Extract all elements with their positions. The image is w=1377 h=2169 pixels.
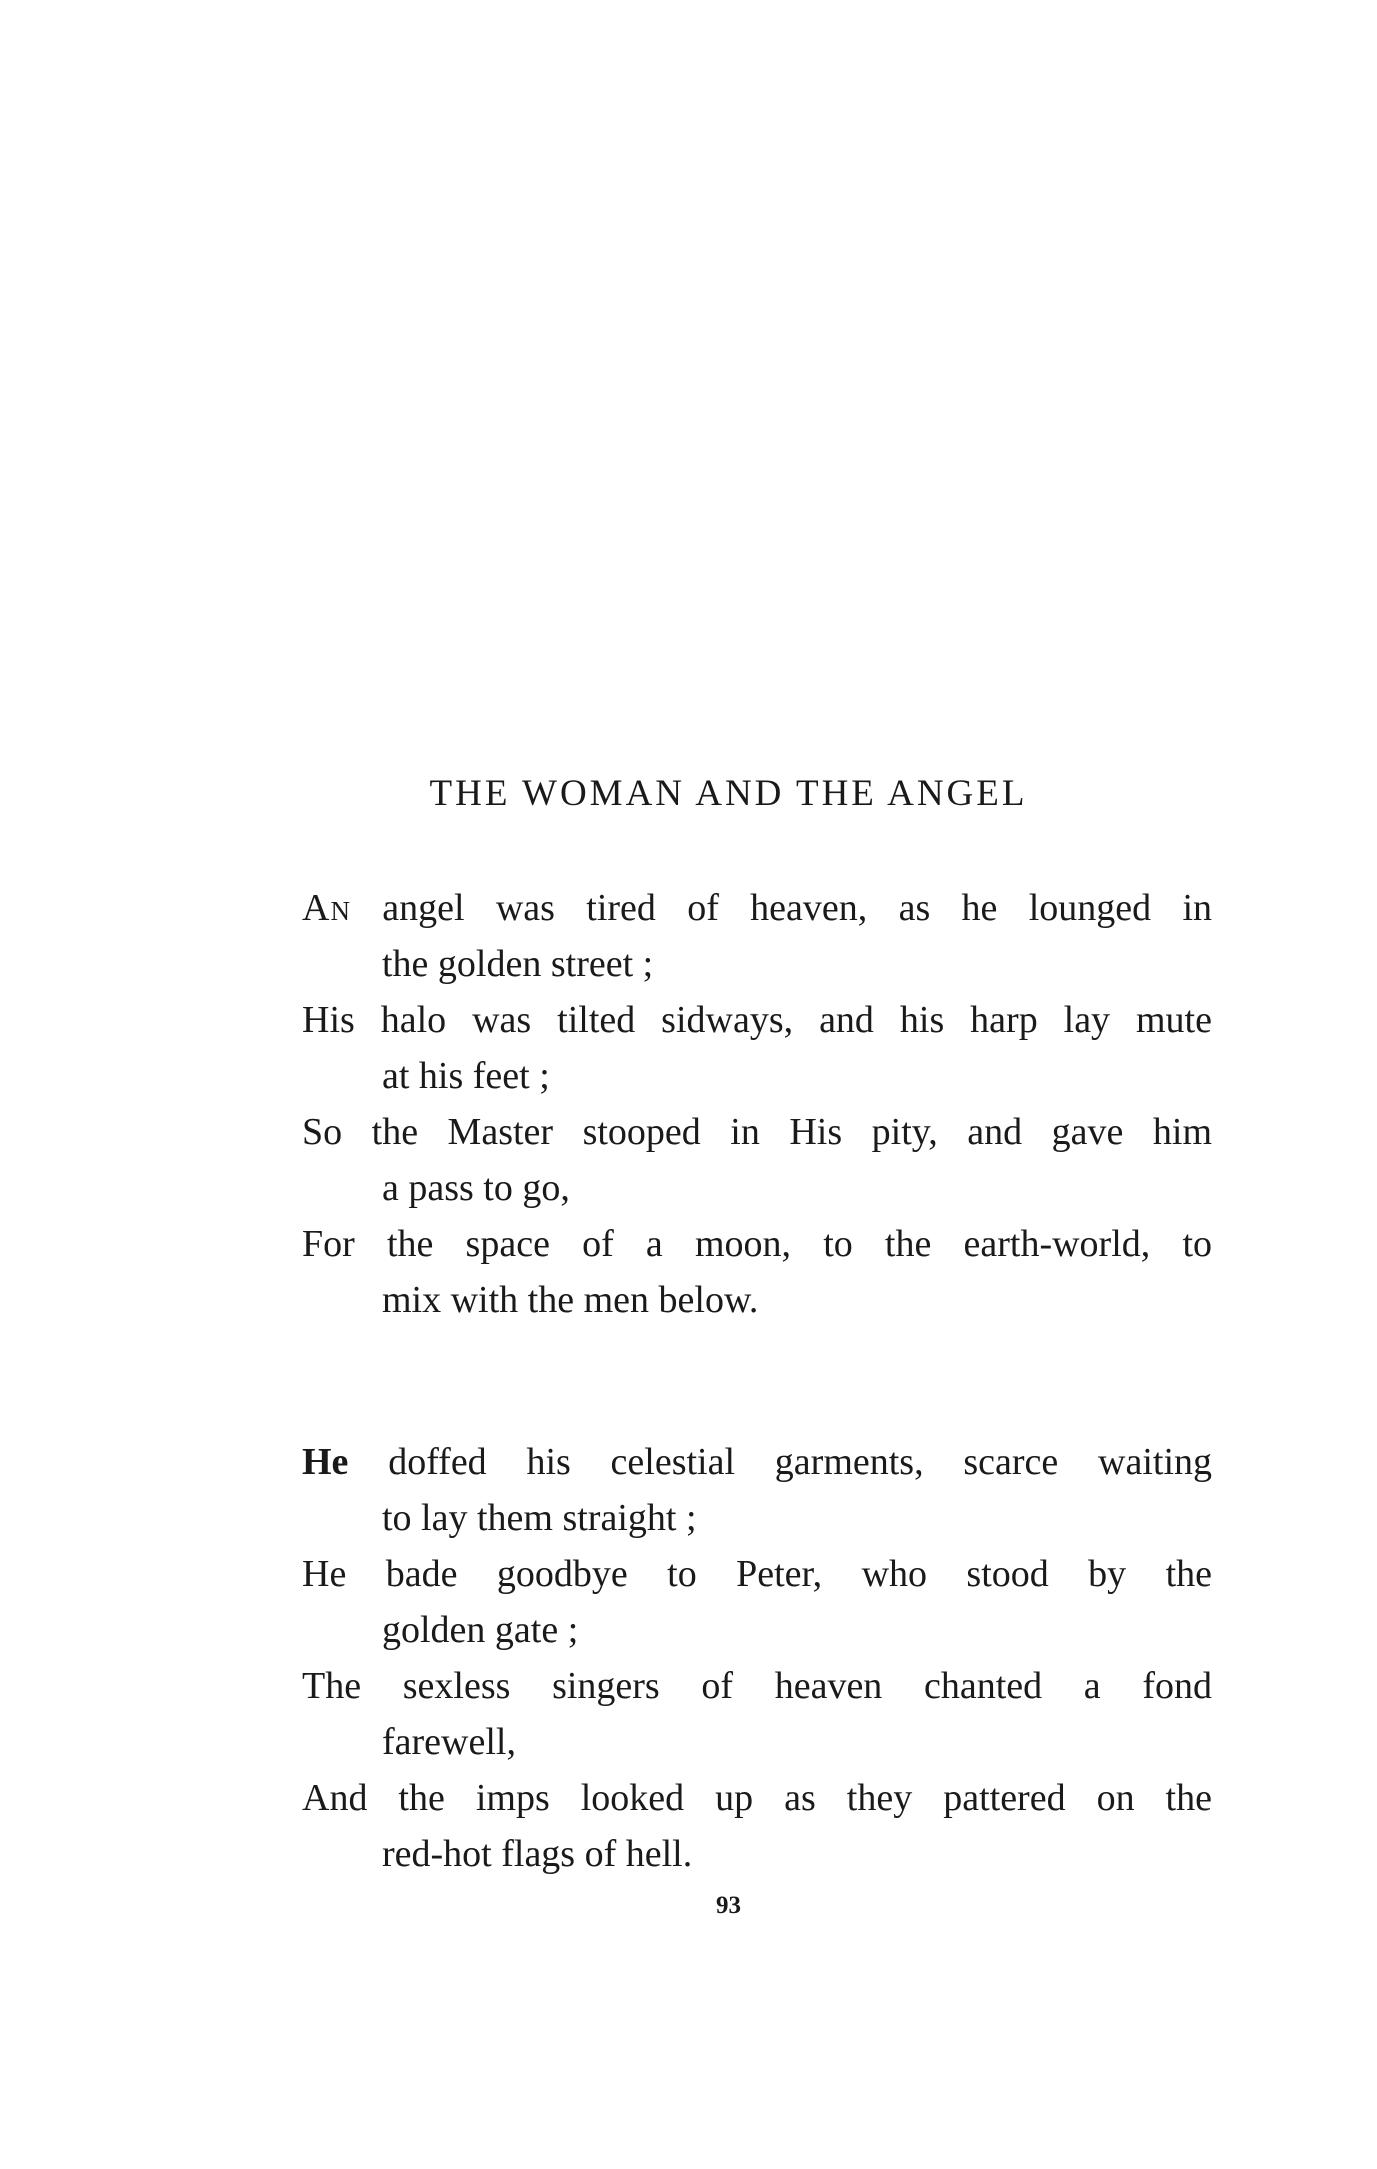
stanza-1 xyxy=(302,880,1212,1328)
verse-line-continuation: the golden street ; xyxy=(382,943,654,985)
verse-line-continuation: a pass to go, xyxy=(382,1167,570,1209)
verse-line-continuation: farewell, xyxy=(382,1721,516,1763)
verse-line xyxy=(302,880,1212,936)
verse-line: For the space of a moon, to the earth-world, to xyxy=(302,1223,1212,1265)
verse-line: The sexless singers of heaven chanted a fond xyxy=(302,1665,1212,1707)
verse-text: doffed his celestial garments, scarce waiting xyxy=(348,1441,1212,1483)
stanza-2 xyxy=(302,1434,1212,1882)
verse-line xyxy=(302,1434,1212,1490)
verse-line-continuation: golden gate ; xyxy=(382,1609,579,1651)
drop-word: He xyxy=(302,1441,349,1483)
page-number: 93 xyxy=(716,1892,741,1919)
verse-line-continuation: at his feet ; xyxy=(382,1055,550,1097)
verse-line-continuation: mix with the men below. xyxy=(382,1279,759,1321)
verse-line-continuation: to lay them straight ; xyxy=(382,1497,697,1539)
verse-line-continuation: red-hot flags of hell. xyxy=(382,1833,693,1875)
drop-word: An xyxy=(302,887,351,929)
poem-title: THE WOMAN AND THE ANGEL xyxy=(429,773,1028,814)
verse-line: His halo was tilted sidways, and his harp lay mute xyxy=(302,999,1212,1041)
verse-line: And the imps looked up as they pattered on the xyxy=(302,1777,1212,1819)
verse-text: angel was tired of heaven, as he lounged in xyxy=(350,887,1212,929)
verse-line: He bade goodbye to Peter, who stood by the xyxy=(302,1553,1212,1595)
verse-line: So the Master stooped in His pity, and gave him xyxy=(302,1111,1212,1153)
